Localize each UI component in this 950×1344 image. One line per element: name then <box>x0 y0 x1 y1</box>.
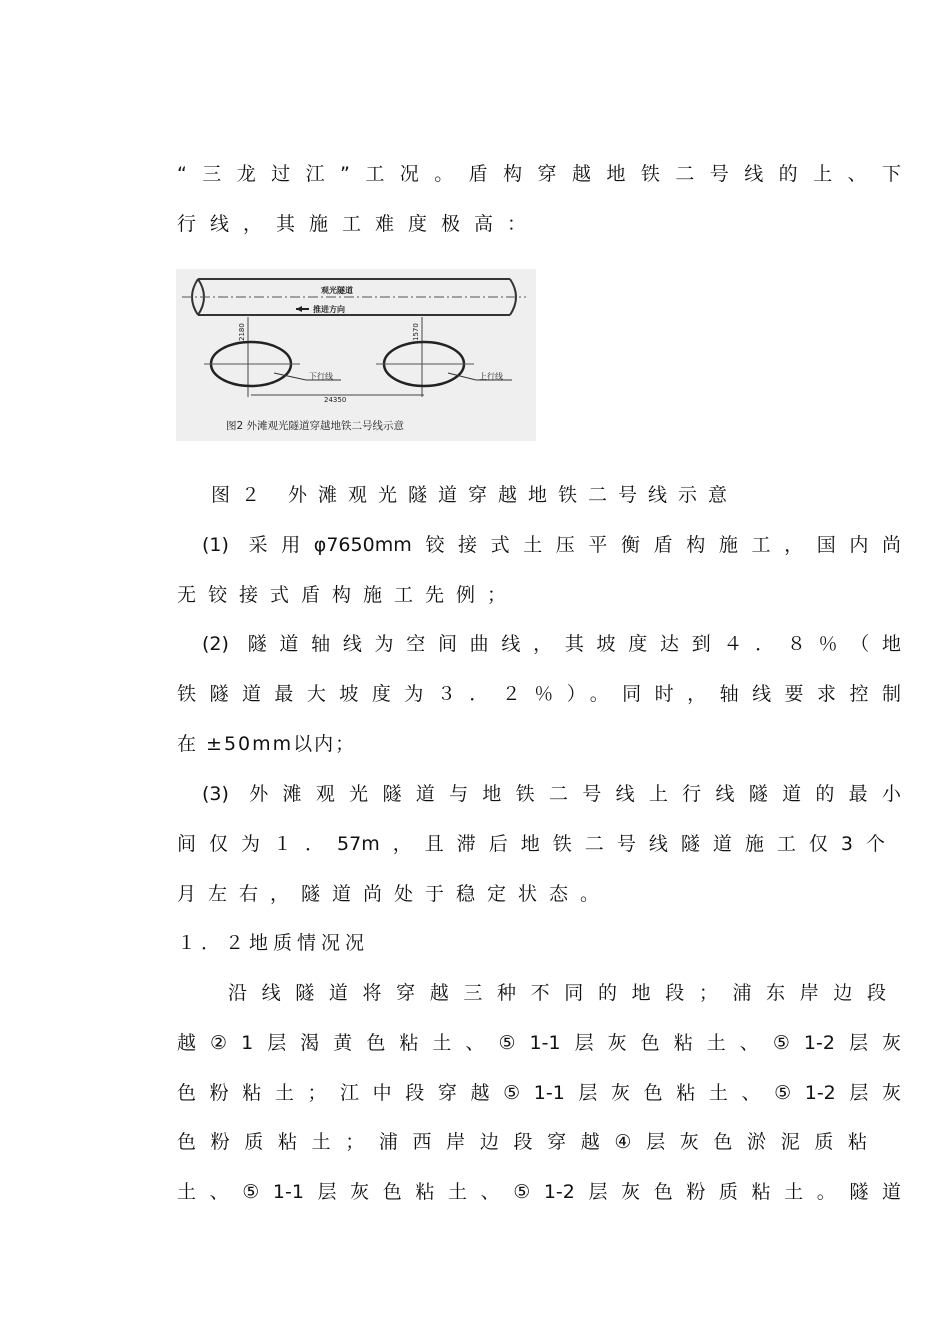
dim-right: 1570 <box>412 323 420 341</box>
text-line-14: 色粉质粘土；浦西岸边段穿越④层灰色淤泥质粘 <box>177 1131 867 1153</box>
text-line-2: 行线，其施工难度极高： <box>177 213 541 235</box>
text-line-4: 无铰接式盾构施工先例； <box>177 584 519 606</box>
text-line-1: “三龙过江”工况。盾构穿越地铁二号线的上、下 <box>177 163 901 185</box>
down-line-label: 下行线 <box>309 372 333 381</box>
text-line-15: 土、⑤1-1层灰色粘土、⑤1-2层灰色粉质粘土。隧道 <box>177 1181 901 1203</box>
text-line-3: (1) 采用φ7650mm铰接式土压平衡盾构施工，国内尚 <box>202 534 901 556</box>
text-line-5: (2) 隧道轴线为空间曲线，其坡度达到４．８％（地 <box>202 633 901 655</box>
text-line-7: 在 ±50mm以内； <box>177 733 357 755</box>
text-line-13: 色粉粘土；江中段穿越⑤1-1层灰色粘土、⑤1-2层灰 <box>177 1082 901 1104</box>
up-line-label: 上行线 <box>479 372 503 381</box>
text-line-11: 沿线隧道将穿越三种不同的地段；浦东岸边段 <box>228 982 886 1004</box>
figure-caption: 图２ 外滩观光隧道穿越地铁二号线示意 <box>211 484 739 506</box>
tunnel-label: 观光隧道 <box>321 286 353 295</box>
figure-inner-caption: 图2 外滩观光隧道穿越地铁二号线示意 <box>226 420 405 432</box>
text-line-6: 铁隧道最大坡度为３．２％）。同时，轴线要求控制 <box>177 683 901 705</box>
text-line-12: 越②1层渴黄色粘土、⑤1-1层灰色粘土、⑤1-2层灰 <box>177 1032 901 1054</box>
tunnel-crossing-figure <box>176 269 536 441</box>
text-line-8: (3) 外滩观光隧道与地铁二号线上行线隧道的最小 <box>202 783 901 805</box>
span-dim: 24350 <box>324 396 347 404</box>
text-line-9: 间仅为１．57m，且滞后地铁二号线隧道施工仅3个 <box>177 833 885 855</box>
direction-arrowhead <box>296 306 302 312</box>
text-line-10: 月左右，隧道尚处于稳定状态。 <box>177 883 612 905</box>
direction-label: 推进方向 <box>313 305 345 314</box>
section-heading: １．２地质情况况 <box>177 932 370 954</box>
dim-left: 2180 <box>238 323 246 341</box>
